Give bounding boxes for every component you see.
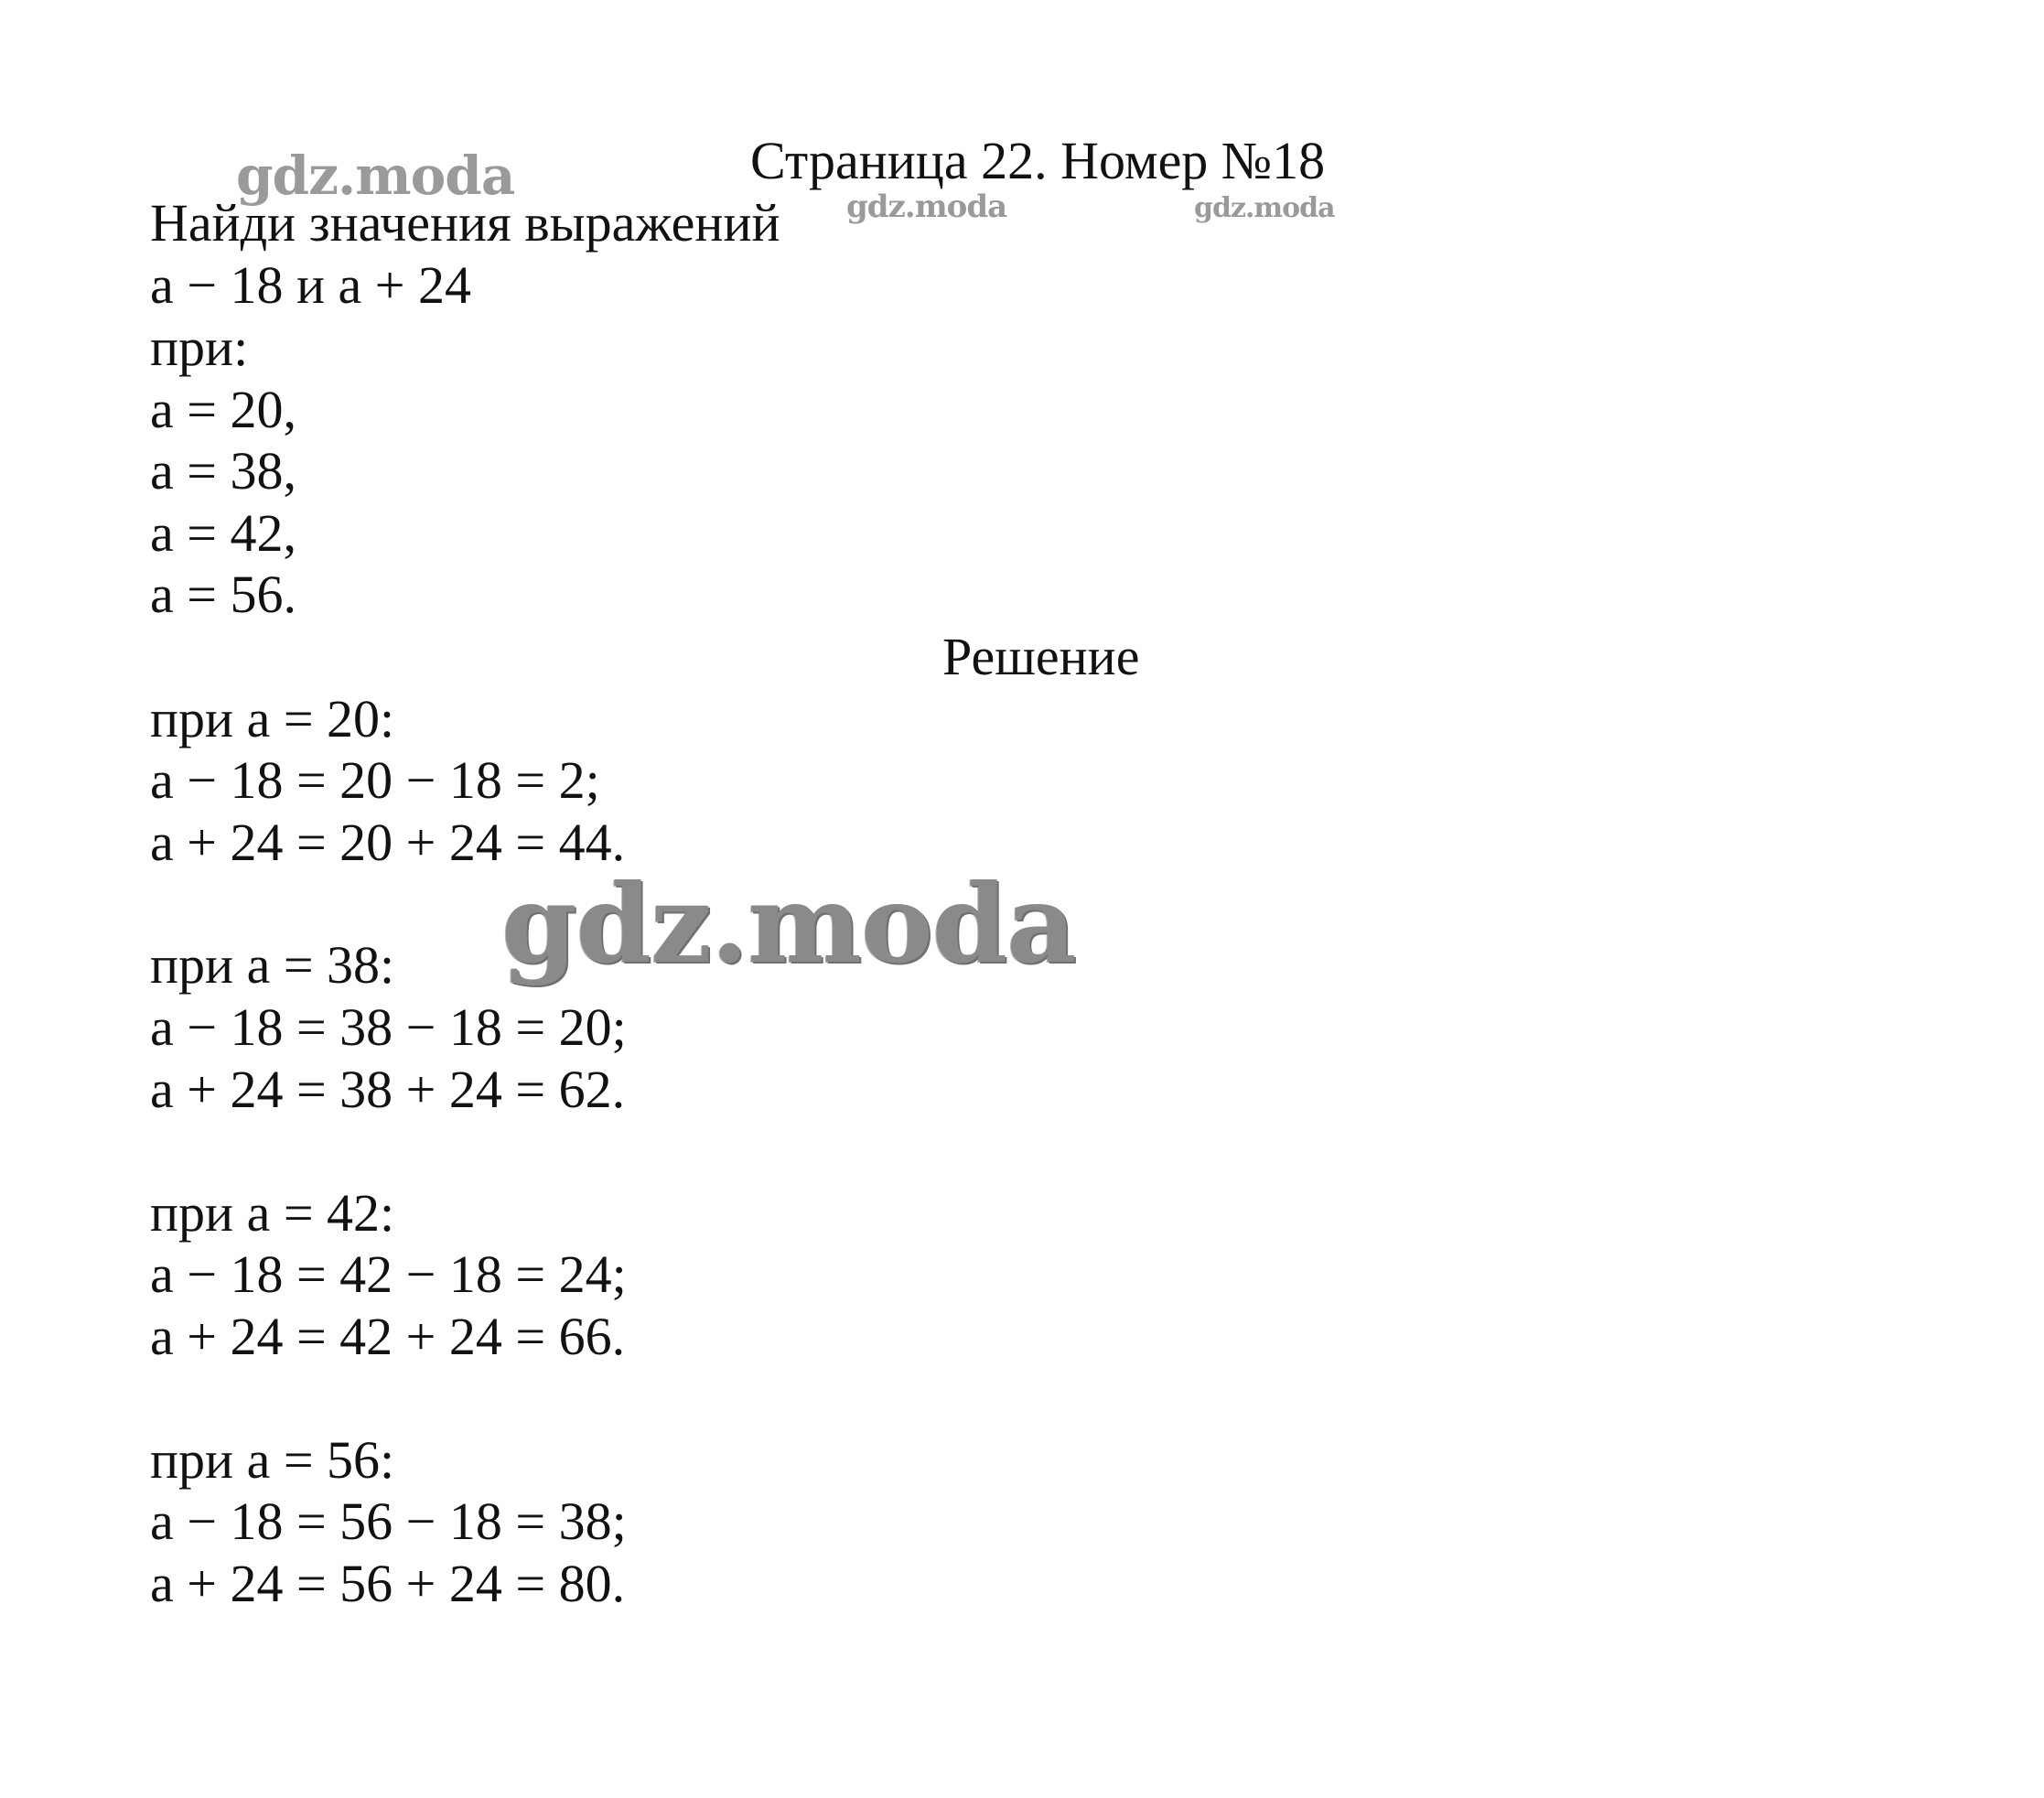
solution-heading: Решение [942,627,1140,686]
solution-line: a + 24 = 20 + 24 = 44. [150,813,626,872]
solution-line: a + 24 = 42 + 24 = 66. [150,1307,626,1366]
task-line: a = 42, [150,503,296,563]
solution-condition: при a = 38: [150,935,395,995]
page-title: Страница 22. Номер №18 [750,131,1326,190]
solution-condition: при a = 42: [150,1183,395,1243]
solution-line: a + 24 = 38 + 24 = 62. [150,1060,626,1119]
solution-line: a − 18 = 20 − 18 = 2; [150,750,600,810]
watermark-top-middle: gdz.moda [846,188,1007,225]
task-line: a − 18 и a + 24 [150,255,471,315]
solution-condition: при a = 56: [150,1430,395,1490]
task-line: a = 20, [150,380,296,439]
watermark-top-right: gdz.moda [1194,192,1335,224]
watermark-top-left: gdz.moda [236,145,515,207]
watermark-large: gdz.moda [501,860,1076,987]
solution-line: a − 18 = 38 − 18 = 20; [150,997,627,1057]
task-line: a = 56. [150,565,296,624]
task-line: при: [150,318,249,377]
solution-line: a − 18 = 42 − 18 = 24; [150,1244,627,1304]
task-line: Найди значения выражений [150,193,780,253]
solution-line: a − 18 = 56 − 18 = 38; [150,1491,627,1551]
task-line: a = 38, [150,441,296,501]
solution-condition: при a = 20: [150,689,395,748]
solution-line: a + 24 = 56 + 24 = 80. [150,1554,626,1613]
